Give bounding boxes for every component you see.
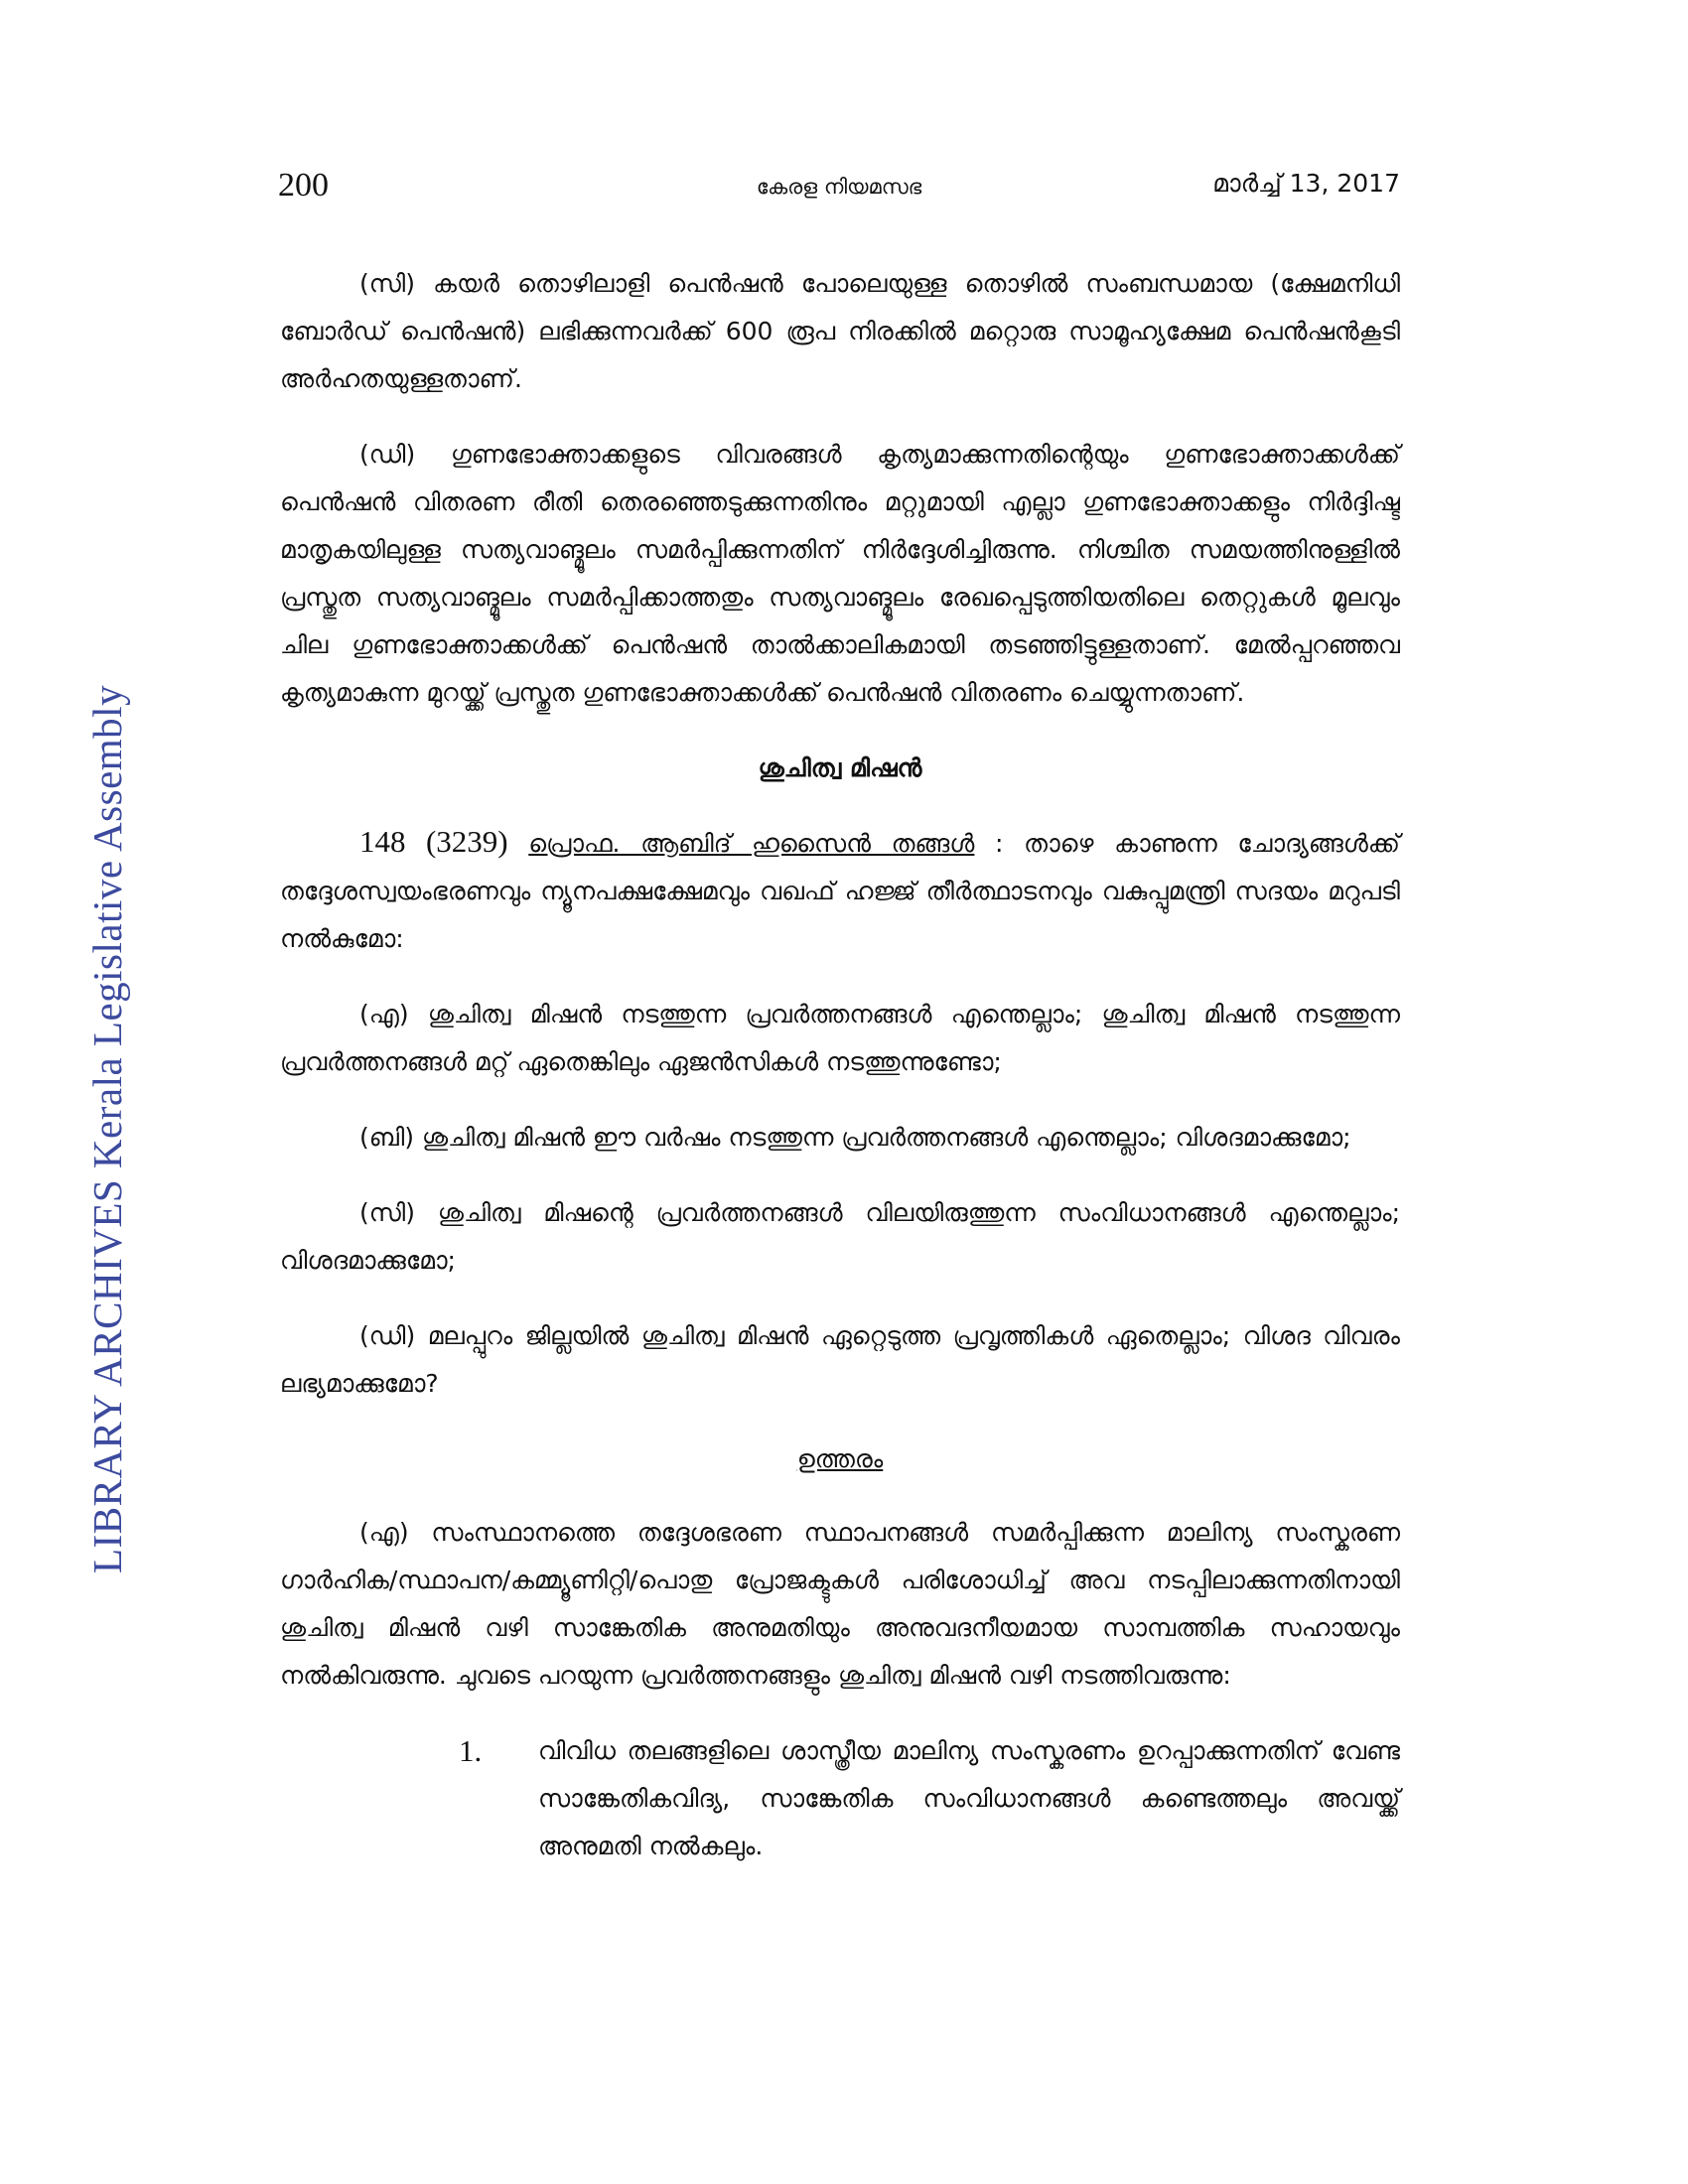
page-header: [278, 167, 1400, 206]
paragraph-c: (സി) കയർ തൊഴിലാളി പെൻഷൻ പോലെയുള്ള തൊഴിൽ സംബന്ധമായ (ക്ഷേമനിധി ബോർഡ് പെൻഷൻ) ലഭിക്കുന്നവർക്ക് 600 രൂപ നിരക്കിൽ മറ്റൊരു സാമൂഹ്യക്ഷേമ പെൻഷൻകൂടി അർഹതയുള്ളതാണ്.: [280, 269, 1400, 393]
list-item-number: 1.: [459, 1733, 483, 1768]
header-title: കേരള നിയമസഭ: [756, 175, 922, 199]
member-name: പ്രൊഫ. ആബിദ് ഹുസൈൻ തങ്ങൾ: [528, 829, 975, 858]
archive-watermark: LIBRARY ARCHIVES Kerala Legislative Assembly: [84, 684, 130, 1573]
answer-title: [280, 1435, 1400, 1483]
section-title: ശുചിത്വ മിഷൻ: [758, 753, 922, 782]
question-text: : താഴെ കാണുന്ന ചോദ്യങ്ങൾക്ക് തദ്ദേശസ്വയംഭരണവും ന്യൂനപക്ഷക്ഷേമവും വഖഫ് ഹജ്ജ് തീർത്ഥാടനവും വകുപ്പുമന്ത്രി സദയം മറുപടി നൽകുമോ:: [280, 829, 1400, 953]
question-part-a: (എ) ശുചിത്വ മിഷൻ നടത്തുന്ന പ്രവർത്തനങ്ങൾ എന്തെല്ലാം; ശുചിത്വ മിഷൻ നടത്തുന്ന പ്രവർത്തനങ്ങൾ മറ്റ് ഏതെങ്കിലും ഏജൻസികൾ നടത്തുന്നുണ്ടോ;: [280, 1000, 1400, 1076]
answer-paragraph: (എ) സംസ്ഥാനത്തെ തദ്ദേശഭരണ സ്ഥാപനങ്ങൾ സമർപ്പിക്കുന്ന മാലിന്യ സംസ്കരണ ഗാർഹിക/സ്ഥാപന/കമ്മ്യൂണിറ്റി/പൊതു പ്രോജക്ടുകൾ പരിശോധിച്ച് അവ നടപ്പിലാക്കുന്നതിനായി ശുചിത്വ മിഷൻ വഴി സാങ്കേതിക അനുമതിയും അനുവദനീയമായ സാമ്പത്തിക സഹായവും നൽകിവരുന്നു. ചുവടെ പറയുന്ന പ്രവർത്തനങ്ങളും ശുചിത്വ മിഷൻ വഴി നടത്തിവരുന്നു:: [280, 1518, 1400, 1690]
answer-list: [280, 1727, 1400, 1870]
question-part-b: (ബി) ശുചിത്വ മിഷൻ ഈ വർഷം നടത്തുന്ന പ്രവർത്തനങ്ങൾ എന്തെല്ലാം; വിശദമാക്കുമോ;: [359, 1123, 1351, 1152]
page-body: [280, 260, 1400, 1870]
question-number: 148 (3239): [359, 824, 508, 859]
paragraph-d: (ഡി) ഗുണഭോക്താക്കളുടെ വിവരങ്ങൾ കൃത്യമാക്കുന്നതിന്റെയും ഗുണഭോക്താക്കൾക്ക് പെൻഷൻ വിതരണ രീതി തെരഞ്ഞെടുക്കുന്നതിനും മറ്റുമായി എല്ലാ ഗുണഭോക്താക്കളും നിർദ്ദിഷ്ട മാതൃകയിലുള്ള സത്യവാങ്മൂലം സമർപ്പിക്കുന്നതിന് നിർദ്ദേശിച്ചിരുന്നു. നിശ്ചിത സമയത്തിനുള്ളിൽ പ്രസ്തുത സത്യവാങ്മൂലം സമർപ്പിക്കാത്തതും സത്യവാങ്മൂലം രേഖപ്പെടുത്തിയതിലെ തെറ്റുകൾ മൂലവും ചില ഗുണഭോക്താക്കൾക്ക് പെൻഷൻ താൽക്കാലികമായി തടഞ്ഞിട്ടുള്ളതാണ്. മേൽപ്പറഞ്ഞവ കൃത്യമാകുന്ന മുറയ്ക്ക് പ്രസ്തുത ഗുണഭോക്താക്കൾക്ക് പെൻഷൻ വിതരണം ചെയ്യുന്നതാണ്.: [280, 440, 1400, 707]
answer-title-text: ഉത്തരം: [796, 1444, 884, 1473]
question-part-d: (ഡി) മലപ്പുറം ജില്ലയിൽ ശുചിത്വ മിഷൻ ഏറ്റെടുത്ത പ്രവൃത്തികൾ ഏതെല്ലാം; വിശദ വിവരം ലഭ്യമാക്കുമോ?: [280, 1321, 1400, 1398]
question-intro: [280, 818, 1400, 963]
list-item: [280, 1727, 1400, 1870]
list-item-text: വിവിധ തലങ്ങളിലെ ശാസ്ത്രീയ മാലിന്യ സംസ്കരണം ഉറപ്പാക്കുന്നതിന് വേണ്ട സാങ്കേതികവിദ്യ, സാങ്കേതിക സംവിധാനങ്ങൾ കണ്ടെത്തലും അവയ്ക്ക് അനുമതി നൽകലും.: [538, 1736, 1400, 1860]
page-number: 200: [278, 167, 329, 204]
header-date: മാർച്ച് 13, 2017: [1212, 169, 1400, 198]
question-part-c: (സി) ശുചിത്വ മിഷന്റെ പ്രവർത്തനങ്ങൾ വിലയിരുത്തുന്ന സംവിധാനങ്ങൾ എന്തെല്ലാം; വിശദമാക്കുമോ;: [280, 1198, 1400, 1275]
